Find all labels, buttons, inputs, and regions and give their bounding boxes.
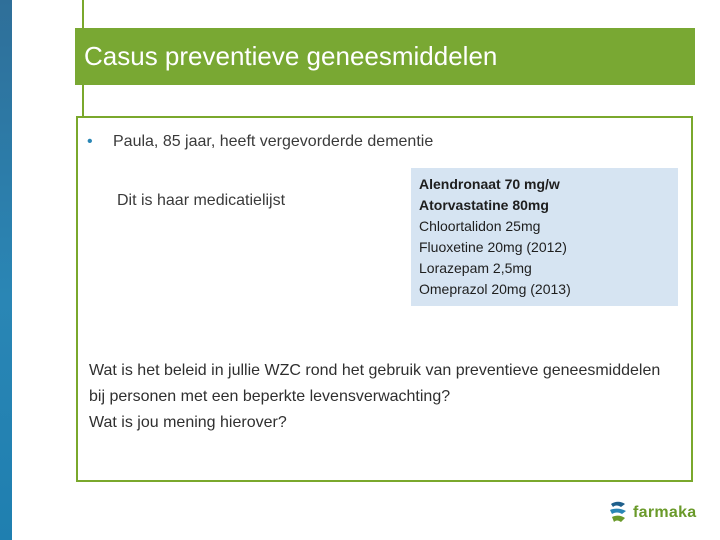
medication-item: Fluoxetine 20mg (2012) xyxy=(419,239,567,255)
medication-item: Omeprazol 20mg (2013) xyxy=(419,281,571,297)
medication-item: Chloortalidon 25mg xyxy=(419,218,541,234)
bullet-icon: • xyxy=(87,133,93,150)
farmaka-logo xyxy=(607,500,696,526)
question-line: Wat is jou mening hierover? xyxy=(89,414,287,431)
slide-title: Casus preventieve geneesmiddelen xyxy=(84,41,498,71)
medication-list-box xyxy=(411,168,678,306)
content-frame xyxy=(76,116,693,482)
question-line: Wat is het beleid in jullie WZC rond het gebruik van preventieve geneesmiddelen bij personen met een beperkte levensverwachting? xyxy=(89,362,661,405)
medication-item: Lorazepam 2,5mg xyxy=(419,260,532,276)
discussion-question xyxy=(89,358,669,436)
logo-text: farmaka xyxy=(633,504,697,521)
medication-item: Atorvastatine 80mg xyxy=(419,197,549,213)
bullet-item xyxy=(87,133,433,151)
title-bar xyxy=(75,28,695,85)
bullet-text: Paula, 85 jaar, heeft vergevorderde dementie xyxy=(113,133,434,150)
farmaka-logo-icon xyxy=(607,500,629,526)
medication-list-label: Dit is haar medicatielijst xyxy=(117,192,286,209)
medication-item: Alendronaat 70 mg/w xyxy=(419,176,560,192)
left-accent-bar xyxy=(0,0,12,540)
